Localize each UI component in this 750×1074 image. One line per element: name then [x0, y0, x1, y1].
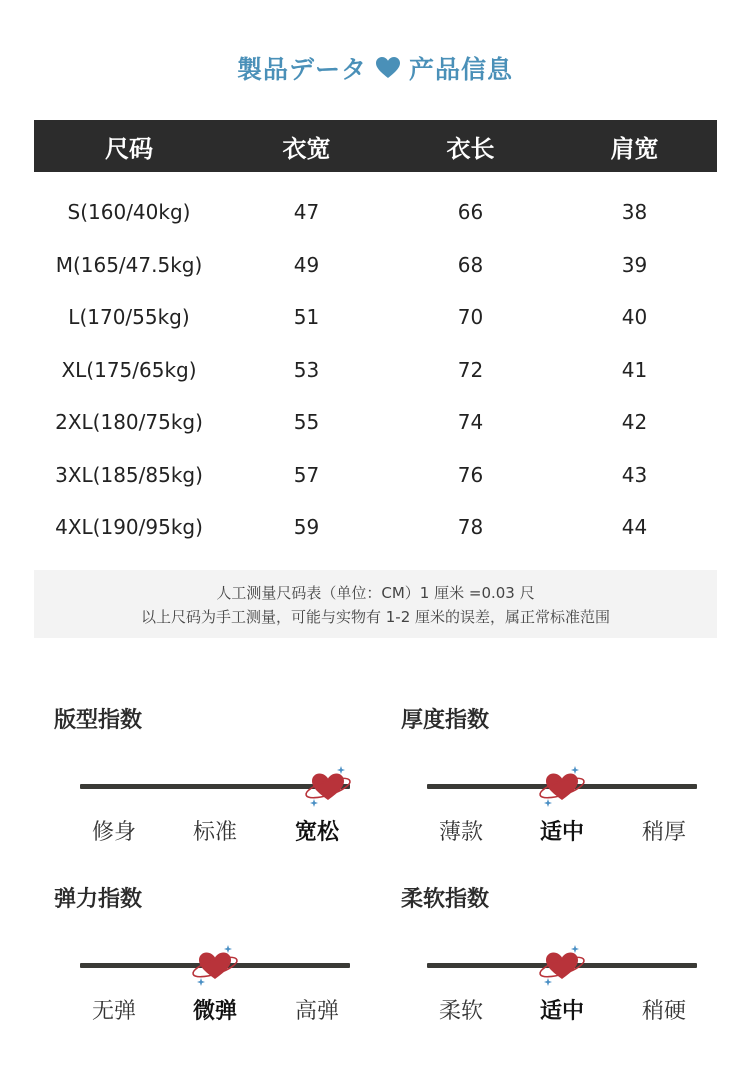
index-title: 版型指数: [54, 708, 143, 733]
chest-cell: 47: [293, 200, 320, 225]
table-row: [34, 449, 717, 502]
size-table: [34, 120, 717, 554]
fit-index: [54, 703, 354, 845]
title-japanese: 製品データ: [236, 55, 367, 84]
chest-cell: 53: [293, 357, 320, 382]
header-length: 衣长: [446, 134, 495, 163]
index-labels: [54, 994, 394, 1024]
heart-ring-icon: [303, 764, 353, 810]
table-row: [34, 396, 717, 449]
note-line-1: 人工测量尺码表（单位：CM）1 厘米 =0.03 尺: [216, 583, 535, 602]
table-body: [34, 172, 717, 554]
index-label: 薄款: [438, 820, 483, 845]
measurement-note: [34, 570, 717, 638]
chest-cell: 59: [293, 515, 320, 540]
title-chinese: 产品信息: [409, 55, 514, 84]
heart-ring-icon: [537, 764, 587, 810]
table-row: [34, 291, 717, 344]
length-cell: 70: [457, 305, 484, 330]
size-cell: S(160/40kg): [67, 200, 191, 225]
note-line-2: 以上尺码为手工测量，可能与实物有 1-2 厘米的误差，属正常标准范围: [140, 607, 611, 626]
length-cell: 78: [457, 515, 484, 540]
size-cell: XL(175/65kg): [61, 357, 197, 382]
page-title: [0, 48, 750, 88]
chest-cell: 57: [293, 462, 320, 487]
index-title: 柔软指数: [401, 887, 490, 912]
table-row: [34, 186, 717, 239]
index-title: 厚度指数: [401, 708, 490, 733]
shoulder-cell: 43: [621, 462, 648, 487]
table-header: [34, 120, 717, 172]
index-label: 标准: [192, 820, 237, 845]
index-labels: [401, 815, 741, 845]
table-row: [34, 501, 717, 554]
chest-cell: 51: [293, 305, 320, 330]
size-cell: M(165/47.5kg): [55, 252, 203, 277]
index-label: 宽松: [294, 820, 339, 845]
length-cell: 76: [457, 462, 484, 487]
header-chest-width: 衣宽: [282, 134, 331, 163]
shoulder-cell: 42: [621, 410, 648, 435]
index-label: 无弹: [91, 999, 136, 1024]
index-labels: [401, 994, 741, 1024]
heart-ring-icon: [190, 943, 240, 989]
shoulder-cell: 41: [621, 357, 648, 382]
table-row: [34, 239, 717, 292]
index-label: 高弹: [294, 999, 339, 1024]
thickness-index: [401, 703, 701, 845]
index-label: 适中: [539, 820, 584, 845]
index-label: 微弹: [192, 999, 237, 1024]
softness-index: [401, 882, 701, 1024]
length-cell: 68: [457, 252, 484, 277]
index-label: 修身: [91, 820, 136, 845]
shoulder-cell: 44: [621, 515, 648, 540]
length-cell: 66: [457, 200, 484, 225]
size-cell: L(170/55kg): [68, 305, 190, 330]
chest-cell: 55: [293, 410, 320, 435]
shoulder-cell: 38: [621, 200, 648, 225]
heart-icon: [375, 56, 401, 80]
shoulder-cell: 40: [621, 305, 648, 330]
index-label: 柔软: [438, 999, 483, 1024]
header-size: 尺码: [105, 134, 153, 163]
table-row: [34, 344, 717, 397]
index-title: 弹力指数: [54, 887, 143, 912]
chest-cell: 49: [293, 252, 320, 277]
header-shoulder: 肩宽: [610, 134, 659, 163]
index-label: 稍硬: [641, 999, 686, 1024]
length-cell: 72: [457, 357, 484, 382]
shoulder-cell: 39: [621, 252, 648, 277]
index-labels: [54, 815, 394, 845]
size-cell: 3XL(185/85kg): [55, 462, 203, 487]
index-label: 适中: [539, 999, 584, 1024]
heart-ring-icon: [537, 943, 587, 989]
index-label: 稍厚: [641, 820, 686, 845]
size-cell: 4XL(190/95kg): [55, 515, 203, 540]
size-cell: 2XL(180/75kg): [55, 410, 203, 435]
elasticity-index: [54, 882, 354, 1024]
length-cell: 74: [457, 410, 484, 435]
